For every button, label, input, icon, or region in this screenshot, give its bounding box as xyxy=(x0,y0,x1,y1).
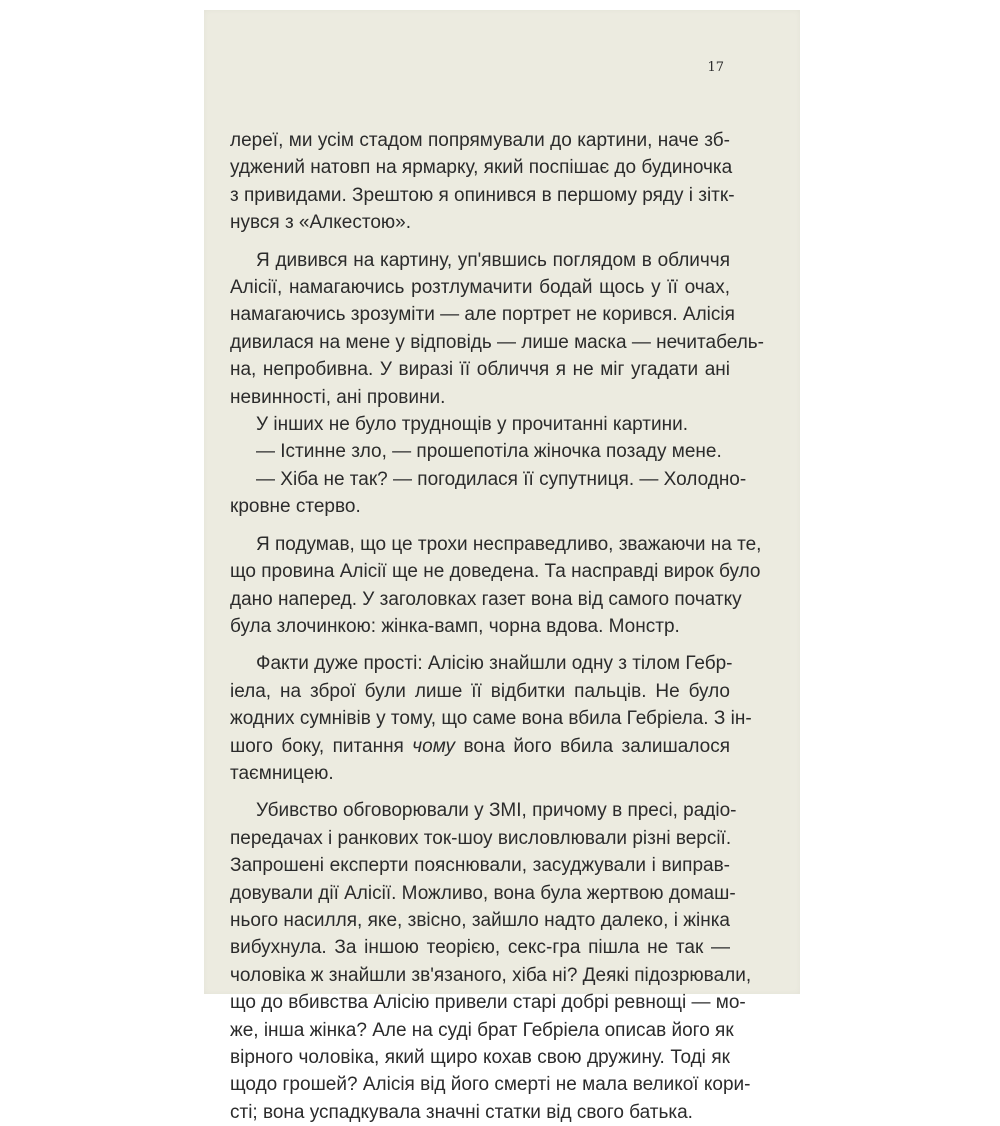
body-text xyxy=(230,127,765,1126)
text-line: Факти дуже прості: Алісію знайшли одну з тілом Гебр- xyxy=(256,653,733,675)
text-line: з привидами. Зрештою я опинився в першому ряду і зітк- xyxy=(230,184,735,206)
paragraph xyxy=(230,650,752,787)
text-line: щодо грошей? Алісія від його смерті не мала великої кори- xyxy=(230,1074,751,1096)
paragraph xyxy=(230,438,730,465)
book-page xyxy=(204,10,800,1123)
text-line: лереї, ми усім стадом попрямували до картини, наче зб- xyxy=(230,130,730,151)
text-line: передачах і ранкових ток-шоу висловлювали різні версії. xyxy=(230,827,732,849)
text-line: кровне стерво. xyxy=(230,496,361,518)
text-line: уджений натовп на ярмарку, який поспішає до будиночка xyxy=(230,157,733,179)
paragraph xyxy=(230,411,730,438)
text-line: же, інша жінка? Але на суді брат Гебріела описав його як xyxy=(230,1019,734,1041)
text-line: на, непробивна. У виразі її обличчя я не міг угадати ані xyxy=(230,359,730,381)
text-line: дано наперед. У заголовках газет вона від самого початку xyxy=(230,588,742,610)
text-line: Алісії, намагаючись розтлумачити бодай щось у її очах, xyxy=(230,277,730,299)
text-line: невинності, ані провини. xyxy=(230,386,446,408)
text-line: що провина Алісії ще не доведена. Та насправді вирок було xyxy=(230,561,761,583)
paragraph xyxy=(230,466,747,521)
text-line: жодних сумнівів у тому, що саме вона вбила Гебріела. З ін- xyxy=(230,708,752,730)
text-line: дивилася на мене у відповідь — лише маска — нечитабель- xyxy=(230,331,765,353)
page-number: 17 xyxy=(707,60,724,75)
text-line: Убивство обговорювали у ЗМІ, причому в пресі, радіо- xyxy=(256,800,737,822)
text-line: намагаючись зрозуміти — але портрет не корився. Алісія xyxy=(230,304,735,326)
text-line: нього насилля, яке, звісно, зайшло надто далеко, і жінка xyxy=(230,909,730,931)
paragraph xyxy=(230,247,765,411)
paragraph xyxy=(230,797,752,1126)
paragraph xyxy=(230,531,762,641)
text-line: вірного чоловіка, який щиро кохав свою дружину. Тоді як xyxy=(230,1047,730,1068)
text-line: шого боку, питання чому вона його вбила залишалося xyxy=(230,735,731,757)
text-line: довували дії Алісії. Можливо, вона була жертвою домаш- xyxy=(230,882,736,904)
text-line: Я дивився на картину, уп'явшись поглядом в обличчя xyxy=(256,249,730,271)
text-line: Я подумав, що це трохи несправедливо, зважаючи на те, xyxy=(256,533,762,555)
italic-emphasis: чому xyxy=(412,735,456,757)
text-line: чоловіка ж знайшли зв'язаного, хіба ні? Деякі підозрювали, xyxy=(230,964,752,986)
text-line: що до вбивства Алісію привели старі добрі ревнощі — мо- xyxy=(230,992,746,1014)
text-line: іела, на зброї були лише її відбитки пальців. Не було xyxy=(230,680,730,702)
text-line: Запрошені експерти пояснювали, засуджували і виправ- xyxy=(230,855,730,877)
text-line: сті; вона успадкувала значні статки від свого батька. xyxy=(230,1101,693,1123)
text-line: У інших не було труднощів у прочитанні картини. xyxy=(256,414,689,436)
text-line: — Істинне зло, — прошепотіла жіночка позаду мене. xyxy=(256,441,722,463)
paragraph xyxy=(230,127,735,237)
text-line: таємницею. xyxy=(230,762,334,784)
text-line: нувся з «Алкестою». xyxy=(230,212,412,234)
text-line: вибухнула. За іншою теорією, секс-гра пішла не так — xyxy=(230,937,730,959)
text-line: — Хіба не так? — погодилася її супутниця. — Холодно- xyxy=(256,468,747,490)
text-line: була злочинкою: жінка-вамп, чорна вдова. Монстр. xyxy=(230,615,680,637)
